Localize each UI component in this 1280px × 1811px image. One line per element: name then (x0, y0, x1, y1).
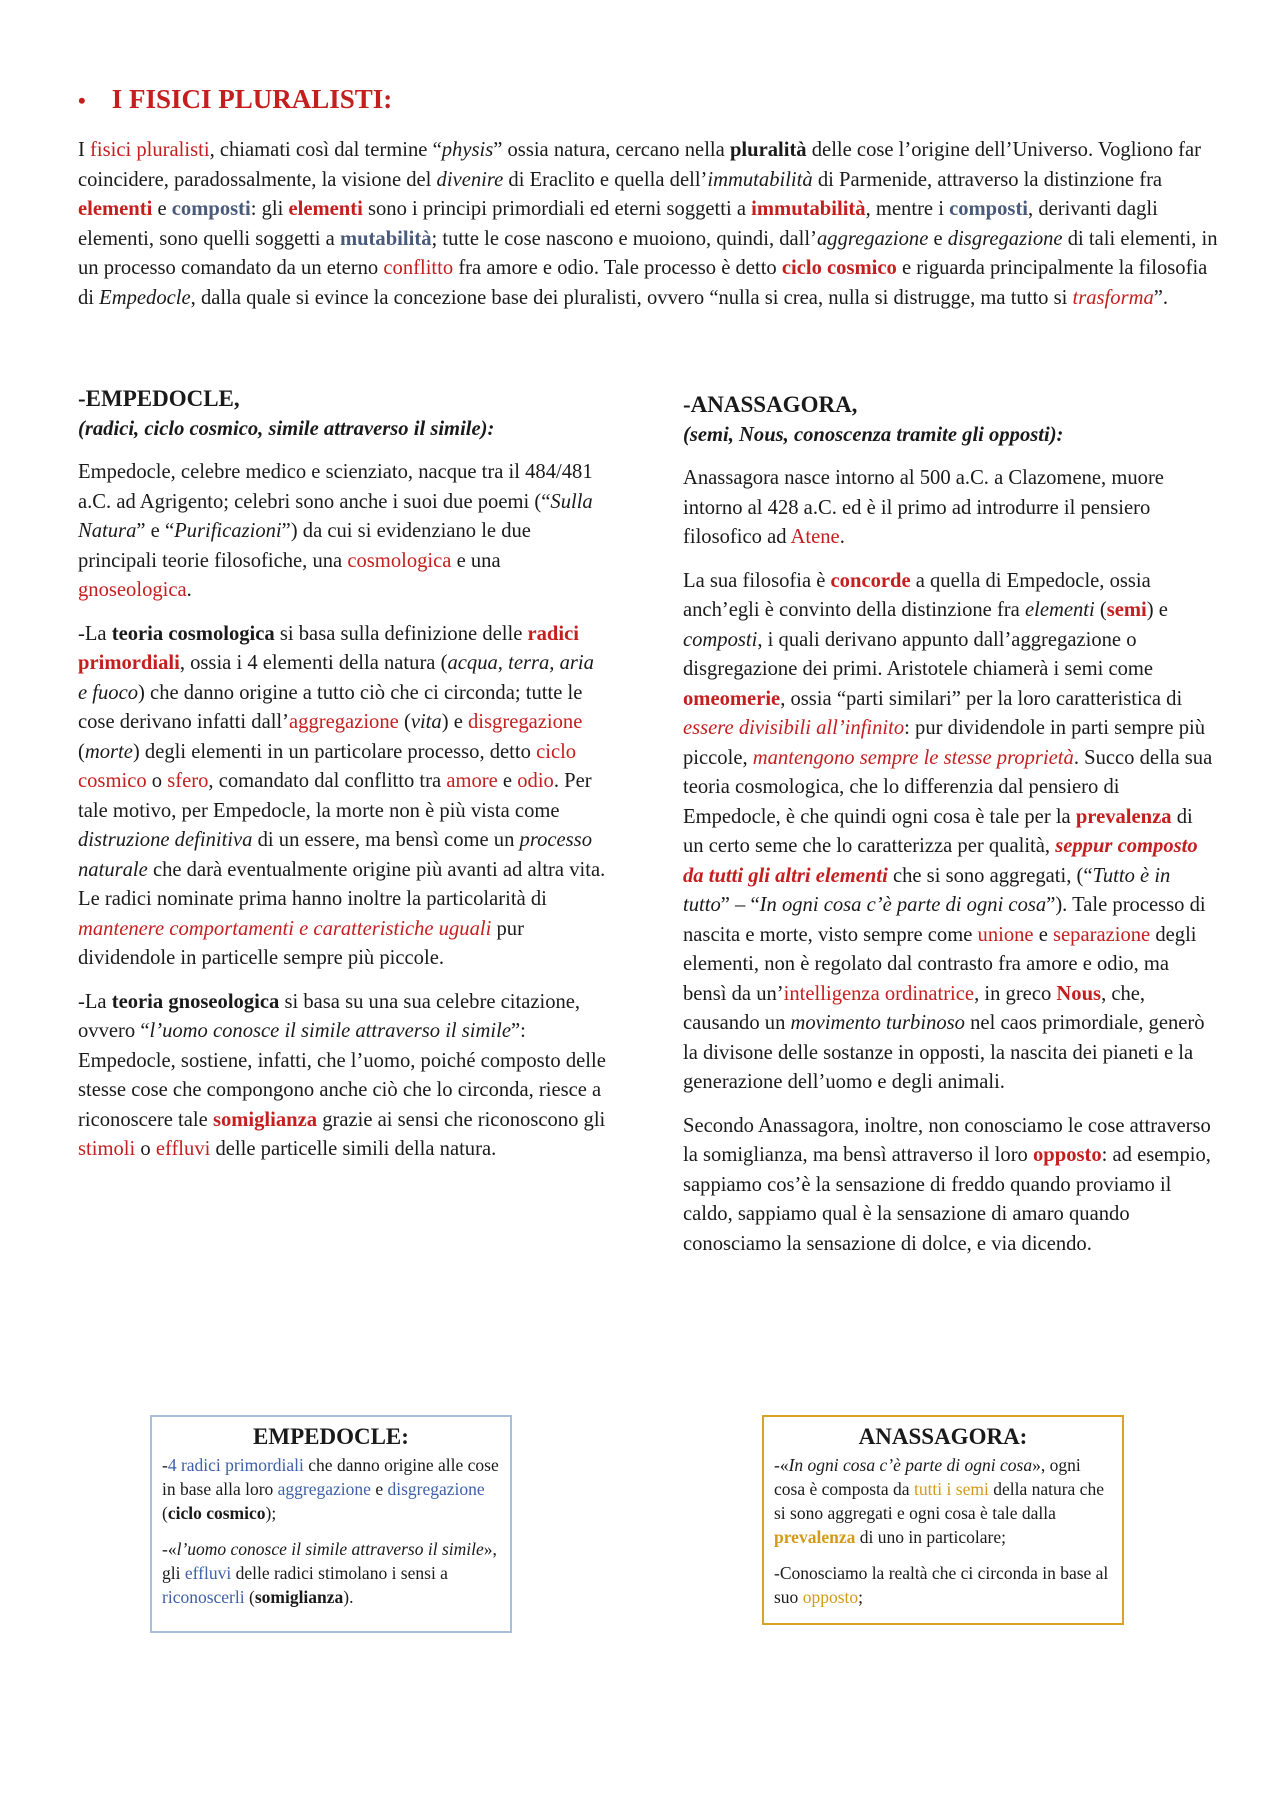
empedocle-heading: -EMPEDOCLE, (78, 386, 240, 411)
empedocle-section (78, 384, 608, 1179)
anassagora-paragraph-3: Secondo Anassagora, inoltre, non conosciamo le cose attraverso la somiglianza, ma bensì attraverso il loro opposto: ad esempio, sappiamo cos’è la sensazione di freddo quando proviamo il caldo, sappiamo qual è la sensazione di amaro quando conosciamo la sensazione di dolce, e via dicendo. (683, 1114, 1211, 1255)
page-title-text: I FISICI PLURALISTI: (111, 84, 393, 114)
empedocle-summary-point-1: -4 radici primordiali che danno origine alle cose in base alla loro aggregazione e disgregazione (ciclo cosmico); (162, 1455, 499, 1523)
anassagora-heading: -ANASSAGORA, (683, 392, 858, 417)
page-title (78, 84, 392, 115)
bullet-icon: • (78, 88, 86, 113)
anassagora-summary-point-2: -Conosciamo la realtà che ci circonda in base al suo opposto; (774, 1563, 1109, 1607)
empedocle-paragraph-1: Empedocle, celebre medico e scienziato, nacque tra il 484/481 a.C. ad Agrigento; celebri sono anche i suoi due poemi (“Sulla Natura” e “Purificazioni”) da cui si evidenziano le due principali teorie filosofiche, una cosmologica e una gnoseologica. (78, 461, 593, 601)
anassagora-summary-title: ANASSAGORA: (858, 1424, 1028, 1449)
empedocle-summary-title: EMPEDOCLE: (253, 1424, 409, 1449)
empedocle-summary-point-2: -«l’uomo conosce il simile attraverso il simile», gli effluvi delle radici stimolano i sensi a riconoscerli (somiglianza). (162, 1539, 497, 1607)
anassagora-section (683, 390, 1213, 1273)
empedocle-summary-box (150, 1415, 512, 1633)
empedocle-paragraph-2: -La teoria cosmologica si basa sulla definizione delle radici primordiali, ossia i 4 elementi della natura (acqua, terra, aria e fuoco) che danno origine a tutto ciò che ci circonda; tutte le cose derivano infatti dall’aggregazione (vita) e disgregazione (morte) degli elementi in un particolare processo, detto ciclo cosmico o sfero, comandato dal conflitto tra amore e odio. Per tale motivo, per Empedocle, la morte non è più vista come distruzione definitiva di un essere, ma bensì come un processo naturale che darà eventualmente origine più avanti ad altra vita. Le radici nominate prima hanno inoltre la particolarità di mantenere comportamenti e caratteristiche uguali pur dividendole in particelle sempre più piccole. (78, 622, 606, 969)
anassagora-summary-point-1: -«In ogni cosa c’è parte di ogni cosa», ogni cosa è composta da tutti i semi della natura che si sono aggregati e ogni cosa è tale dalla prevalenza di uno in particolare; (774, 1455, 1104, 1547)
anassagora-paragraph-2: La sua filosofia è concorde a quella di Empedocle, ossia anch’egli è convinto della distinzione fra elementi (semi) e composti, i quali derivano appunto dall’aggregazione o disgregazione dei primi. Aristotele chiamerà i semi come omeomerie, ossia “parti similari” per la loro caratteristica di essere divisibili all’infinito: pur dividendole in parti sempre più piccole, mantengono sempre le stesse proprietà. Succo della sua teoria cosmologica, che lo differenzia dal pensiero di Empedocle, è che quindi ogni cosa è tale per la prevalenza di un certo seme che lo caratterizza per qualità, seppur composto da tutti gli altri elementi che si sono aggregati, (“Tutto è in tutto” – “In ogni cosa c’è parte di ogni cosa”). Tale processo di nascita e morte, visto sempre come unione e separazione degli elementi, non è regolato dal contrasto fra amore e odio, ma bensì da un’intelligenza ordinatrice, in greco Nous, che, causando un movimento turbinoso nel caos primordiale, generò la divisone delle sostanze in opposti, la nascita dei pianeti e la generazione dell’uomo e degli animali. (683, 569, 1213, 1093)
empedocle-paragraph-3: -La teoria gnoseologica si basa su una sua celebre citazione, ovvero “l’uomo conosce il simile attraverso il simile”: Empedocle, sostiene, infatti, che l’uomo, poiché composto delle stesse cose che compongono anche ciò che lo circonda, riesce a riconoscere tale somiglianza grazie ai sensi che riconoscono gli stimoli o effluvi delle particelle simili della natura. (78, 990, 606, 1160)
intro-paragraph: I fisici pluralisti, chiamati così dal termine “physis” ossia natura, cercano nella pluralità delle cose l’origine dell’Universo. Vogliono far coincidere, paradossalmente, la visione del divenire di Eraclito e quella dell’immutabilità di Parmenide, attraverso la distinzione fra elementi e composti: gli elementi sono i principi primordiali ed eterni soggetti a immutabilità, mentre i composti, derivanti dagli elementi, sono quelli soggetti a mutabilità; tutte le cose nascono e muoiono, quindi, dall’aggregazione e disgregazione di tali elementi, in un processo comandato da un eterno conflitto fra amore e odio. Tale processo è detto ciclo cosmico e riguarda principalmente la filosofia di Empedocle, dalla quale si evince la concezione base dei pluralisti, ovvero “nulla si crea, nulla si distrugge, ma tutto si trasforma”. (78, 139, 1218, 309)
anassagora-paragraph-1: Anassagora nasce intorno al 500 a.C. a Clazomene, muore intorno al 428 a.C. ed è il primo ad introdurre il pensiero filosofico ad Atene. (683, 467, 1164, 548)
anassagora-subtitle: (semi, Nous, conoscenza tramite gli opposti): (683, 424, 1064, 446)
anassagora-summary-box (762, 1415, 1124, 1625)
empedocle-subtitle: (radici, ciclo cosmico, simile attraverso il simile): (78, 418, 495, 440)
